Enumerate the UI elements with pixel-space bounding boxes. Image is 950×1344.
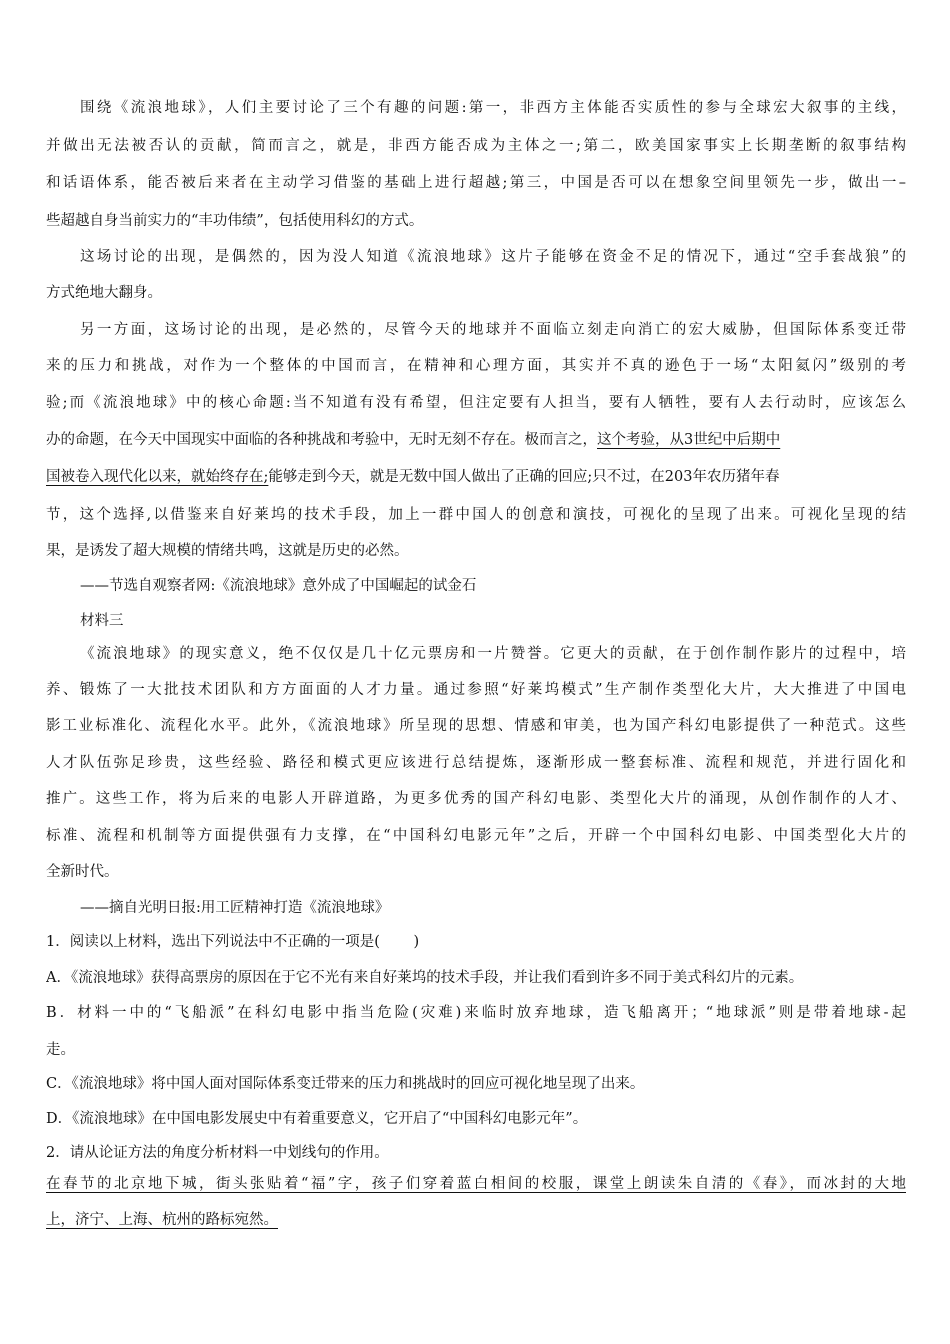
paragraph-3-line-5-plain: 能够走到今天，就是无数中国人做出了正确的回应;只不过，在203年农历猪年春 (268, 469, 780, 485)
paragraph-1-line-1: 围绕《流浪地球》，人们主要讨论了三个有趣的问题:第一，非西方主体能否实质性的参与全球宏大叙事的主线， (80, 100, 906, 116)
question-2-stem: 2．请从论证方法的角度分析材料一中划线句的作用。 (46, 1145, 389, 1161)
question-2-quote-line-2 (46, 1210, 906, 1230)
question-1-option-b: B．材料一中的“飞船派”在科幻电影中指当危险(灾难)来临时放弃地球，造飞船离开；“地球派”则是带着地球-起 (46, 1005, 906, 1021)
paragraph-4-line-5: 推广。这些工作，将为后来的电影人开辟道路，为更多优秀的国产科幻电影、类型化大片的涌现，从创作制作的人才、 (46, 791, 906, 807)
source-citation-2: ——节选自观察者网:《流浪地球》意外成了中国崛起的试金石 (80, 578, 477, 594)
paragraph-1-line-4: 些超越自身当前实力的“丰功伟绩”，包括使用科幻的方式。 (46, 213, 424, 229)
paragraph-2-line-2: 方式绝地大翻身。 (46, 285, 162, 301)
paragraph-3-line-6: 节，这个选择,以借鉴来自好莱坞的技术手段，加上一群中国人的创意和演技，可视化的呈现了出来。可视化呈现的结 (46, 507, 906, 523)
paragraph-3-line-4-plain: 办的命题，在今天中国现实中面临的各种挑战和考验中，无时无刻不存在。极而言之， (46, 432, 597, 448)
paragraph-4-line-3: 影工业标准化、流程化水平。此外，《流浪地球》所呈现的思想、情感和审美，也为国产科幻电影提供了一种范式。这些 (46, 718, 906, 734)
paragraph-3-line-1: 另一方面，这场讨论的出现，是必然的，尽管今天的地球并不面临立刻走向消亡的宏大威胁，但国际体系变迁带 (80, 322, 906, 338)
paragraph-2-line-1: 这场讨论的出现，是偶然的，因为没人知道《流浪地球》这片子能够在资金不足的情况下，通过“空手套战狼”的 (80, 249, 906, 265)
paragraph-3-line-7: 果，是诱发了超大规模的情绪共鸣，这就是历史的必然。 (46, 543, 409, 559)
paragraph-4-line-7: 全新时代。 (46, 864, 119, 880)
paragraph-3-line-4 (46, 430, 906, 450)
material-3-heading: 材料三 (80, 613, 124, 629)
paragraph-3-line-3: 验;而《流浪地球》中的核心命题:当不知道有没有希望，但注定要有人担当，要有人牺牲，要有人去行动时，应该怎么 (46, 395, 906, 411)
question-1-option-b-continued: 走。 (46, 1042, 75, 1058)
question-2-quote-line-1 (46, 1174, 906, 1194)
question-2-quote-text-2: 上，济宁、上海、杭州的路标宛然。 (46, 1212, 278, 1228)
question-1-stem: 1．阅读以上材料，选出下列说法中不正确的一项是( ) (46, 934, 420, 950)
question-1-option-d: D．《流浪地球》在中国电影发展史中有着重要意义，它开启了“中国科幻电影元年”。 (46, 1111, 588, 1127)
underlined-sentence-part-2: 国被卷入现代化以来，就始终存在; (46, 469, 269, 485)
paragraph-3-line-5 (46, 467, 906, 487)
paragraph-4-line-2: 养、锻炼了一大批技术团队和方方面面的人才力量。通过参照“好莱坞模式”生产制作类型化大片，大大推进了中国电 (46, 682, 906, 698)
question-1-option-a: A．《流浪地球》获得高票房的原因在于它不光有来自好莱坞的技术手段，并让我们看到许多不同于美式科幻片的元素。 (46, 970, 804, 986)
source-citation-3: ——摘自光明日报:用工匠精神打造《流浪地球》 (80, 900, 390, 916)
question-2-quote-text-1: 在春节的北京地下城，街头张贴着“福”字，孩子们穿着蓝白相间的校服，课堂上朗读朱自清的《春》，而冰封的大地 (46, 1176, 906, 1192)
paragraph-4-line-6: 标准、流程和机制等方面提供强有力支撑，在“中国科幻电影元年”之后，开辟一个中国科幻电影、中国类型化大片的 (46, 828, 906, 844)
question-1-option-c: C．《流浪地球》将中国人面对国际体系变迁带来的压力和挑战时的回应可视化地呈现了出来。 (46, 1076, 645, 1092)
paragraph-1-line-2: 并做出无法被否认的贡献，简而言之，就是，非西方能否成为主体之一;第二，欧美国家事实上长期垄断的叙事结构 (46, 138, 906, 154)
paragraph-4-line-4: 人才队伍弥足珍贵，这些经验、路径和模式更应该进行总结提炼，逐渐形成一整套标准、流程和规范，并进行固化和 (46, 755, 906, 771)
paragraph-4-line-1: 《流浪地球》的现实意义，绝不仅仅是几十亿元票房和一片赞誉。它更大的贡献，在于创作制作影片的过程中，培 (80, 646, 906, 662)
paragraph-1-line-3: 和话语体系，能否被后来者在主动学习借鉴的基础上进行超越;第三，中国是否可以在想象空间里领先一步，做出一– (46, 175, 906, 191)
paragraph-3-line-2: 来的压力和挑战，对作为一个整体的中国而言，在精神和心理方面，其实并不真的逊色于一场“太阳氦闪”级别的考 (46, 358, 906, 374)
underlined-sentence-part-1: 这个考验，从3世纪中后期中 (597, 432, 781, 448)
